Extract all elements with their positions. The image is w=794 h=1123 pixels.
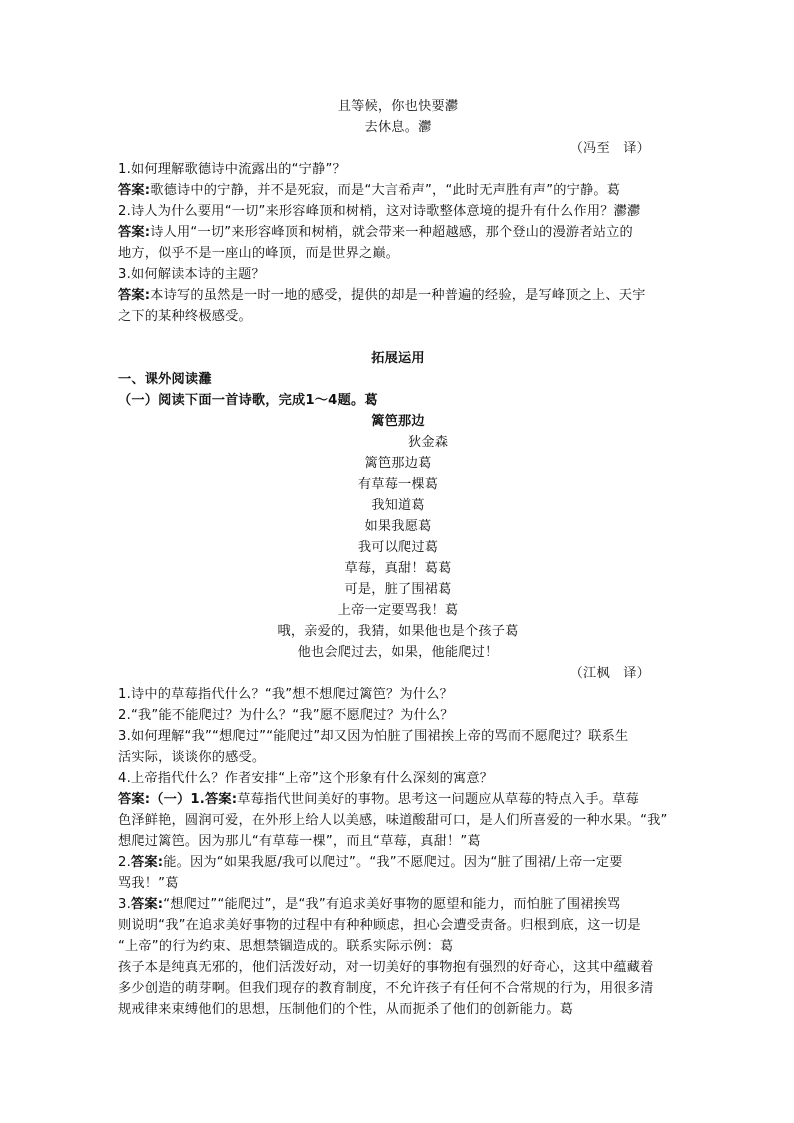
answer-label: 答案: [118, 183, 151, 198]
answer-text: 本诗写的虽然是一时一地的感受，提供的却是一种普遍的经验，是写峰顶之上、天宇 [150, 288, 646, 303]
answer-2 [118, 222, 678, 243]
answer-cont: 则说明“我”在追求美好事物的过程中有种种顾虑，担心会遭受责备。归根到底，这一切是 [118, 918, 641, 933]
question-item: 4.上帝指代什么？作者安排“上帝”这个形象有什么深刻的寓意？ [118, 771, 494, 786]
question-3: 3.如何解读本诗的主题？ [118, 267, 265, 282]
poem2-line: 他也会爬过去，如果，他能爬过！ [297, 645, 499, 660]
answer-label: 答案: [130, 897, 164, 912]
answer-2-cont: 地方，似乎不是一座山的峰顶，而是世界之巅。 [118, 246, 400, 261]
answer-text: 歌德诗中的宁静，并不是死寂，而是“大言希声”，“此时无声胜有声”的宁静。葛 [150, 183, 621, 198]
answer-text: 能。因为“如果我愿/我可以爬过”。“我”不愿爬过。因为“脏了围裙/上帝一定要 [163, 855, 623, 870]
answer-text: 诗人用“一切”来形容峰顶和树梢，就会带来一种超越感，那个登山的漫游者站立的 [150, 225, 633, 240]
answer-item [118, 852, 678, 873]
poem1-translator: （冯至 译） [569, 141, 650, 156]
document-page [118, 96, 678, 1020]
poem2-line: 如果我愿葛 [364, 519, 432, 534]
answer-cont: “上帝”的行为约束、思想禁锢造成的。联系实际示例：葛 [118, 939, 454, 954]
poem2-line: 草莓，真甜！葛葛 [344, 561, 452, 576]
answer-prefix: 答案: [118, 792, 151, 807]
poem2-line: 有草莓一棵葛 [357, 477, 439, 492]
poem1-line-1: 且等候，你也快要灪 [337, 99, 459, 114]
answer-label: 答案: [130, 855, 164, 870]
answer-1 [118, 180, 678, 201]
answer-cont: 想爬过篱笆。因为那儿“有草莓一棵”，而且“草莓，真甜！”葛 [118, 834, 481, 849]
poem2-author: 狄金森 [408, 435, 449, 450]
section-sub-2: （一）阅读下面一首诗歌，完成1～4题。葛 [118, 393, 378, 408]
answer-text: 草莓指代世间美好的事物。思考这一问题应从草莓的特点入手。草莓 [237, 792, 639, 807]
poem2-translator: （江枫 译） [569, 666, 650, 681]
answer-label: 答案: [118, 288, 151, 303]
poem2-line: 我知道葛 [371, 498, 425, 513]
answer-item [118, 894, 678, 915]
answer-cont: 多少创造的萌芽啊。但我们现存的教育制度，不允许孩子有任何不合常规的行为，用很多清 [118, 981, 654, 996]
answer-label: 答案: [118, 225, 151, 240]
question-item: 2.“我”能不能爬过？为什么？“我”愿不愿爬过？为什么？ [118, 708, 454, 723]
answer-cont: 规戒律来束缚他们的思想，压制他们的个性，从而扼杀了他们的创新能力。葛 [118, 1002, 574, 1017]
poem2-title: 篱笆那边 [371, 414, 425, 429]
poem2-line: 哦，亲爱的，我猜，如果他也是个孩子葛 [277, 624, 519, 639]
answer-cont: 色泽鲜艳，圆润可爱，在外形上给人以美感，味道酸甜可口，是人们所喜爱的一种水果。“我” [118, 813, 668, 828]
question-1: 1.如何理解歌德诗中流露出的“宁静”？ [118, 162, 346, 177]
section-title: 拓展运用 [371, 351, 425, 366]
answer-cont: 骂我！”葛 [118, 876, 179, 891]
answer-text: “想爬过”“能爬过”，是“我”有追求美好事物的愿望和能力，而怕脏了围裙挨骂 [163, 897, 621, 912]
answer-num: 2. [118, 855, 131, 870]
answer-3-cont: 之下的某种终极感受。 [118, 309, 252, 324]
answer-label: 答案: [205, 792, 238, 807]
question-item: 1.诗中的草莓指代什么？“我”想不想爬过篱笆？为什么？ [118, 687, 453, 702]
poem2-line: 我可以爬过葛 [357, 540, 439, 555]
section-sub-1: 一、课外阅读灉 [118, 372, 212, 387]
answer-cont: 孩子本是纯真无邪的，他们活泼好动，对一切美好的事物抱有强烈的好奇心，这其中蕴藏着 [118, 960, 654, 975]
poem2-line: 篱笆那边葛 [364, 456, 432, 471]
answer-item [118, 789, 678, 810]
answer-part: （一）1. [150, 792, 205, 807]
poem2-line: 可是，脏了围裙葛 [344, 582, 452, 597]
answer-3 [118, 285, 678, 306]
poem1-line-2: 去休息。灪 [364, 120, 432, 135]
question-item: 3.如何理解“我”“想爬过”“能爬过”却又因为怕脏了围裙挨上帝的骂而不愿爬过？联系生 [118, 729, 629, 744]
answer-num: 3. [118, 897, 131, 912]
question-item: 活实际，谈谈你的感受。 [118, 750, 266, 765]
question-2: 2.诗人为什么要用“一切”来形容峰顶和树梢，这对诗歌整体意境的提升有什么作用？灪灪 [118, 204, 641, 219]
poem2-line: 上帝一定要骂我！葛 [337, 603, 459, 618]
